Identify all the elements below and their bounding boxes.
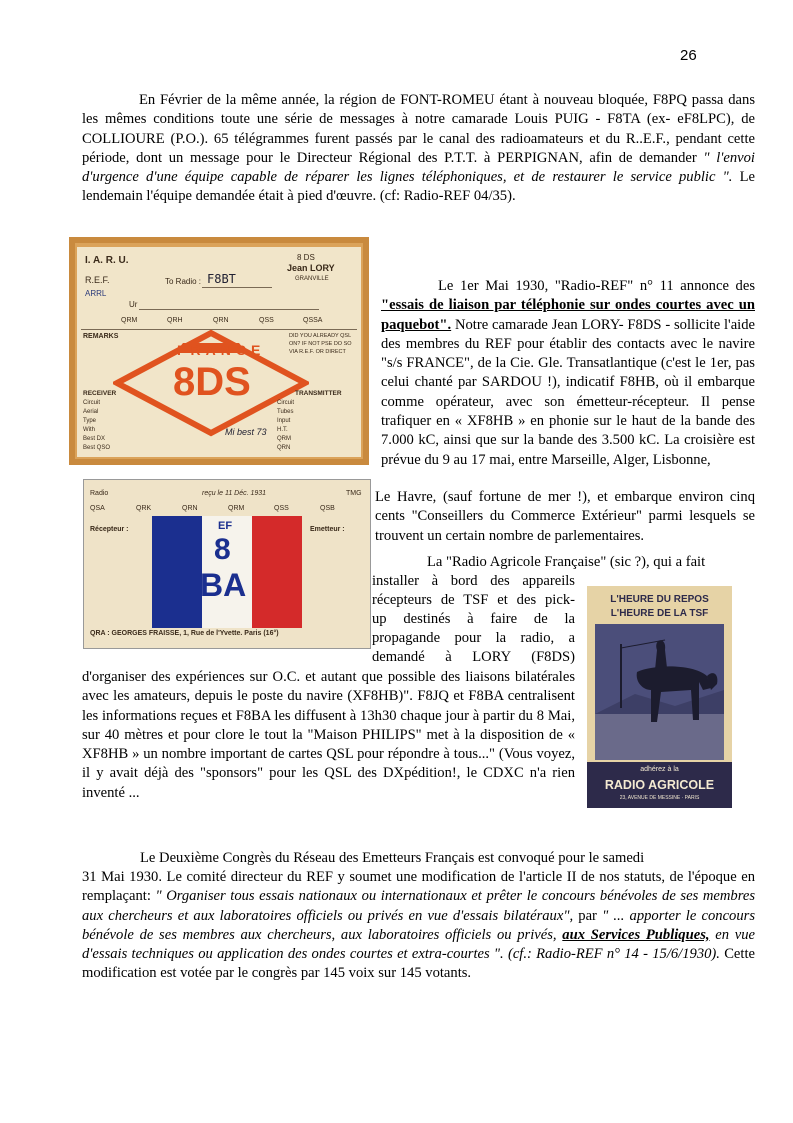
ef-label: EF [218,520,233,532]
recepteur-label: Récepteur : [90,526,129,533]
page-number: 26 [680,47,697,64]
callsign-ba: BA [200,567,247,603]
callsign-8ds: 8DS [173,360,251,404]
reception-date: reçu le 11 Déc. 1931 [202,490,267,497]
best-73: Mi best 73 [225,427,267,437]
paragraph-paquebot-continued: Le Havre, (sauf fortune de mer !), et embarque environ cinq cents "Conseillers du Commerce Extérieur" parmi lesquels se trouvent un certain nombre de parlementaires. [375,489,755,544]
code-qrk: QRK [136,505,152,512]
did-you-qsl-text: DID YOU ALREADY QSL ON? IF NOT PSE DO SO VIA R.E.F. OR DIRECT [289,333,352,355]
receiver-row-best-qso: Best QSO [83,445,111,451]
transmitter-label: TRANSMITTER [295,390,342,397]
code-qsa: QSA [90,505,105,512]
transmitter-row-qrm: QRM [277,436,291,442]
code-qrn: QRN [213,317,229,324]
paragraph-congres-intro: Le Deuxième Congrès du Réseau des Emetteurs Français est convoqué pour le samedi [140,850,645,866]
paragraph-radio-agricole-line4: up destinés à faire de la [372,611,575,627]
poster-adherez-text: adhérez à la [640,766,679,773]
france-label: FRANCE [177,342,266,358]
code-qssa: QSSA [303,317,323,324]
horseman-illustration [595,624,724,760]
to-radio-label: To Radio : [165,277,202,286]
code-qsb: QSB [320,505,335,512]
paragraph-radio-agricole-line3: récepteurs de TSF et des pick- [372,592,575,608]
transmitter-row-input: Input [277,418,291,424]
poster-brand: RADIO AGRICOLE [604,778,715,792]
paragraph-radio-agricole-line6: demandé à LORY (F8DS) [372,649,575,665]
remarks-label: REMARKS [83,333,119,340]
transmitter-row-qrn: QRN [277,445,291,451]
paragraph-radio-agricole-body: d'organiser des expériences sur O.C. et autant que possible des liaisons bilatérales avec les amateurs, depuis le poste du navire (XF8HB)". F8JQ et F8BA centralisent les informations reçues et F8BA les diffusent à 13h30 chaque jour à partir du 8 Mai, sur 40 mètres et pour clore le tout la "Maison PHILIPS" met à la disposition de « XF8HB » un nombre important de cartes QSL pour répondre à tous..." (Vous voyez, il y avait déjà des "sponsors" pour les QSL des DXpédition!, le CDXC n'a rien inventé ... [82,669,575,801]
transmitter-row-ht: H.T. [277,427,288,433]
ref-label: R.E.F. [85,275,110,285]
code-qrm: QRM [228,505,245,512]
flag-blue [152,516,202,628]
emetteur-label: Emetteur : [310,526,345,533]
transmitter-row-circuit: Circuit [277,400,295,406]
arrl-label: ARRL [85,289,107,298]
receiver-row-circuit: Circuit [83,400,101,406]
paragraph-congres: 31 Mai 1930. Le comité directeur du REF y soumet une modification de l'article II de nos statuts, de l'époque en remplaçant: " Organiser tous essais nationaux ou internationaux et prêter le concours bénévoles de ses membres aux chercheurs et aux laboratoires officiels ou privés en vue d'essais bilatéraux", par " ... apporter le concours bénévole de ses membres aux chercheurs, aux laboratoires officiels ou privés, aux Services Publiques, en vue d'essais techniques ou application des ondes courtes et extra-courtes ". (cf.: Radio-REF n° 14 - 15/6/1930). Cette modification est votée par le congrès par 145 voix sur 145 votants. [82,869,756,982]
paragraph-radio-agricole-intro: La "Radio Agricole Française" (sic ?), qui a fait [427,554,706,570]
to-radio-value: F8BT [207,272,236,286]
qra-address: QRA : GEORGES FRAISSE, 1, Rue de l'Yvette. Paris (16°) [90,630,279,637]
ur-label: Ur [129,300,138,309]
code-qss: QSS [274,505,289,512]
tmg-label: TMG [346,490,362,497]
callsign-digit: 8 [214,533,231,566]
code-qss: QSS [259,317,274,324]
owner-name: Jean LORY [287,263,335,273]
paragraph-font-romeu: En Février de la même année, la région de FONT-ROMEU étant à nouveau bloquée, F8PQ passa dans les mêmes conditions toute une série de messages à notre camarade Louis PUIG - F8TA (ex- eF8LPC), de COLLIOURE (P.O.). 65 télégrammes furent passés par le canal des radioamateurs et du R..E.F., pendant cette période, dont un message pour le Directeur Régional des P.T.T. à PERPIGNAN, afin de demander " l'envoi d'urgence d'une équipe capable de réparer les lignes téléphoniques, et de restaurer le service public ". Le lendemain l'équipe demandée était à pied d'œuvre. (cf: Radio-REF 04/35). [82,92,755,205]
transmitter-row-tubes: Tubes [277,409,294,415]
paragraph-radio-agricole-line5: propagande pour la radio, a [372,630,575,646]
card-header-right: 8 DS [297,253,315,262]
owner-city: GRANVILLE [295,276,329,282]
flag-red [252,516,302,628]
code-qrm: QRM [121,317,138,324]
receiver-row-best-dx: Best DX [83,436,106,442]
receiver-row-type: Type [83,418,97,424]
divider [139,309,319,310]
poster-address: 23, AVENUE DE MESSINE · PARIS [619,795,700,801]
receiver-label: RECEIVER [83,390,117,397]
receiver-row-aerial: Aerial [83,409,99,415]
radio-label: Radio [90,490,109,497]
iaru-label: I. A. R. U. [85,255,129,266]
qsl-card-8ds [69,237,369,465]
code-qrn: QRN [182,505,198,512]
code-qrh: QRH [167,317,183,324]
poster-line1: L'HEURE DU REPOS [610,594,709,605]
paragraph-radio-agricole-line2: installer à bord des appareils [372,573,575,589]
qsl-card-8ba [83,479,371,649]
paragraph-paquebot: Le 1er Mai 1930, "Radio-REF" n° 11 annonce des "essais de liaison par téléphonie sur ondes courtes avec un paquebot". Notre camarade Jean LORY- F8DS - sollicite l'aide des membres du REF pour établir des contacts avec le navire "s/s FRANCE", de la Cie. Gle. Transatlantique (c'est le 1er, pas celui chanté par SARDOU !), indicatif F8HB, où il embarque comme opérateur, avec son émetteur-récepteur. Il pense trafiquer en « XF8HB » en phonie sur le haut de la bande des 7.000 kC, ainsi que sur la bande des 3.500 kC. La croisière est prévue du 9 au 17 mai, entre Marseille, Alger, Lisbonne, [381,278,755,468]
receiver-row-with: With [83,427,95,433]
poster-line2: L'HEURE DE LA TSF [610,608,709,619]
divider [202,287,272,288]
radio-agricole-poster [587,586,732,808]
